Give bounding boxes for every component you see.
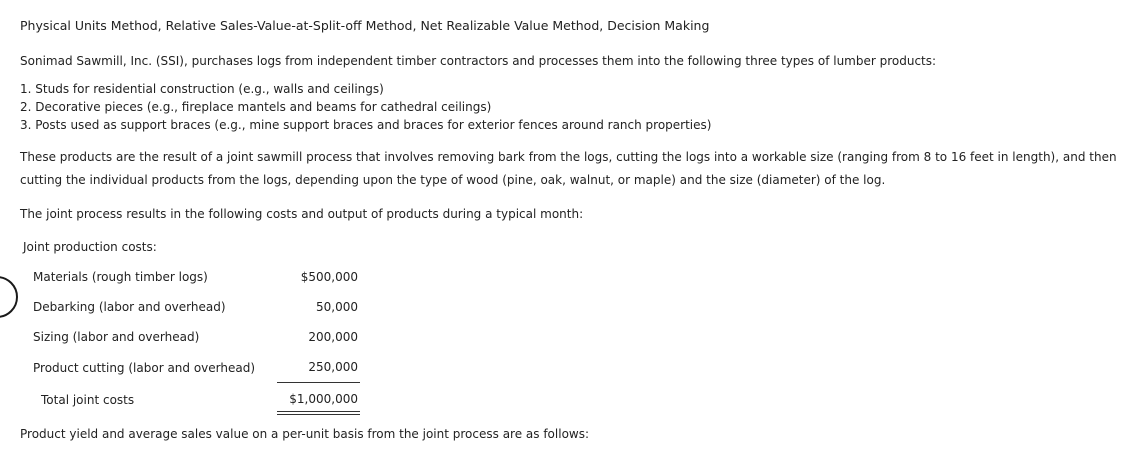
paragraph-line: These products are the result of a joint sawmill process that involves removing bark from the logs, cutting the logs into a workable size (ranging from 8 to 16 feet in length), and then [20,150,1117,164]
intro-text: Sonimad Sawmill, Inc. (SSI), purchases logs from independent timber contractors and processes them into the following three types of lumber products: [20,54,937,68]
product-list [20,80,711,134]
cost-row-value: $500,000 [300,270,358,284]
cost-row-value: 250,000 [308,360,358,374]
paragraph-line: cutting the individual products from the logs, depending upon the type of wood (pine, oak, walnut, or maple) and the size (diameter) of the log. [20,173,886,187]
list-item-number: 1. [20,82,32,96]
cost-row-label: Materials (rough timber logs) [33,270,208,284]
list-item [20,116,711,134]
list-item-number: 2. [20,100,32,114]
cost-row-label: Sizing (labor and overhead) [33,330,200,344]
list-item [20,80,711,98]
list-item [20,98,711,116]
process-paragraph [20,146,1132,192]
list-item-number: 3. [20,118,32,132]
costs-table-title: Joint production costs: [23,240,157,254]
subtotal-rule [277,382,360,383]
page-title: Physical Units Method, Relative Sales-Value-at-Split-off Method, Net Realizable Value Method, Decision Making [20,18,710,33]
list-item-text: Decorative pieces (e.g., fireplace mantels and beams for cathedral ceilings) [35,100,492,114]
cost-row-value: 50,000 [316,300,358,314]
double-rule-bottom [277,414,360,415]
circle-icon[interactable] [0,276,18,318]
double-rule-top [277,411,360,412]
cost-row-value: 200,000 [308,330,358,344]
cost-row-label: Product cutting (labor and overhead) [33,361,256,375]
list-item-text: Studs for residential construction (e.g., walls and ceilings) [35,82,384,96]
costs-lead-in: The joint process results in the following costs and output of products during a typical month: [20,207,584,221]
total-value: $1,000,000 [289,392,358,406]
cost-row-label: Debarking (labor and overhead) [33,300,226,314]
yield-lead-in: Product yield and average sales value on a per-unit basis from the joint process are as follows: [20,427,590,441]
list-item-text: Posts used as support braces (e.g., mine support braces and braces for exterior fences around ranch properties) [35,118,712,132]
total-label: Total joint costs [41,393,135,407]
